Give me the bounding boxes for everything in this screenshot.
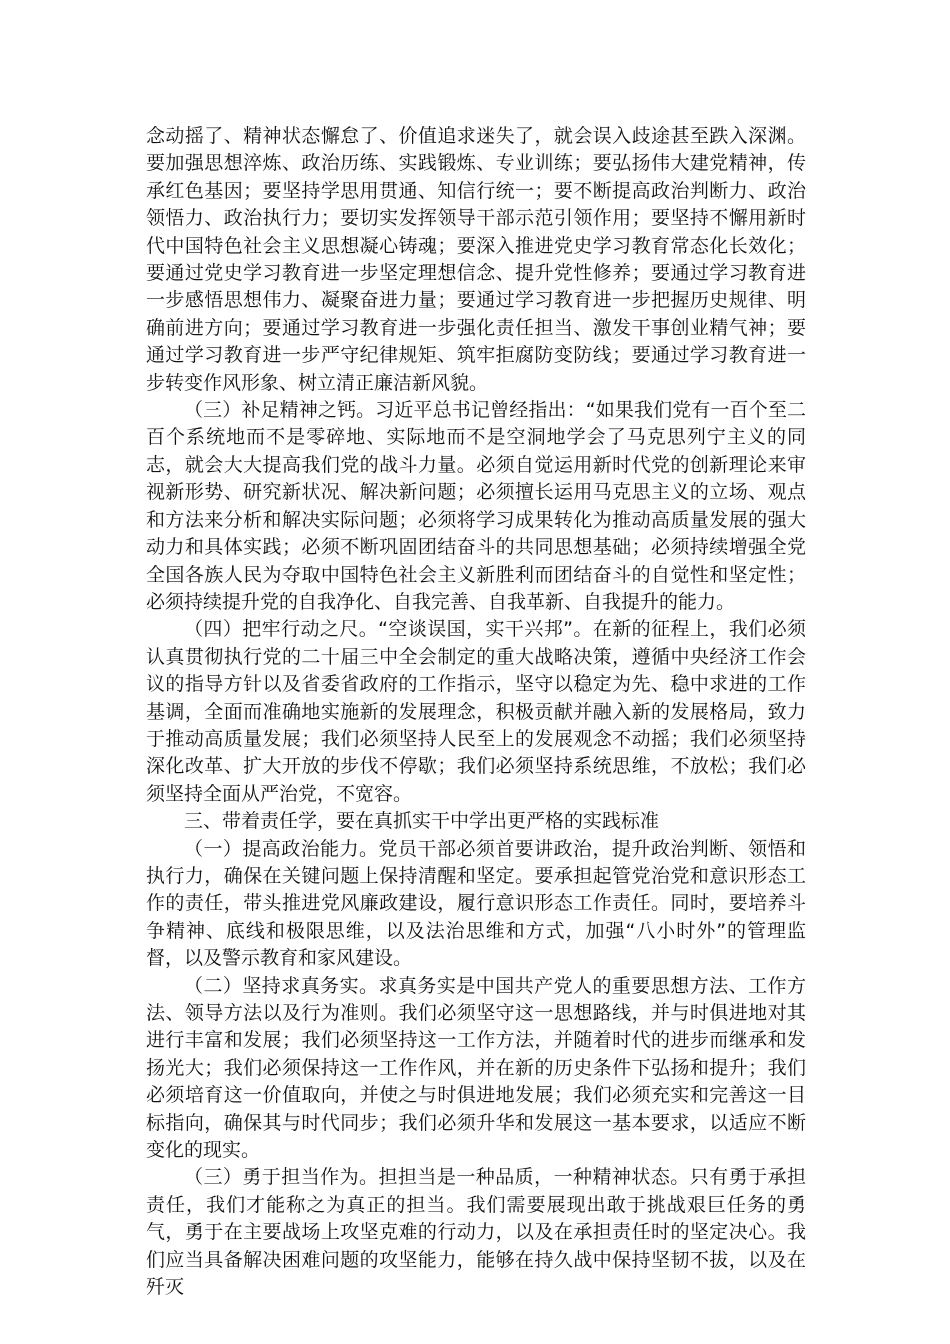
paragraph-section-3-3: （三）勇于担当作为。担担当是一种品质，一种精神状态。只有勇于承担责任，我们才能称之为真正的担当。我们需要展现出敢于挑战艰巨任务的勇气，勇于在主要战场上攻坚克难的行动力，以及在承担责任时的坚定决心。我们应当具备解决困难问题的攻坚能力，能够在持久战中保持坚韧不拔，以及在歼灭 — [146, 1166, 806, 1299]
section-heading-3: 三、带着责任学，要在真抓实干中学出更严格的实践标准 — [184, 810, 660, 833]
paragraph-continuation: 念动摇了、精神状态懈怠了、价值追求迷失了，就会误入歧途甚至跌入深渊。要加强思想淬炼、政治历练、实践锻炼、专业训练；要弘扬伟大建党精神，传承红色基因；要坚持学思用贯通、知信行统一；要不断提高政治判断力、政治领悟力、政治执行力；要切实发挥领导干部示范引领作用；要坚持不懈用新时代中国特色社会主义思想凝心铸魂；要深入推进党史学习教育常态化长效化；要通过党史学习教育进一步坚定理想信念、提升党性修养；要通过学习教育进一步感悟思想伟力、凝聚奋进力量；要通过学习教育进一步把握历史规律、明确前进方向；要通过学习教育进一步强化责任担当、激发干事创业精气神；要通过学习教育进一步严守纪律规矩、筑牢拒腐防变防线；要通过学习教育进一步转变作风形象、树立清正廉洁新风貌。 — [146, 125, 806, 394]
paragraph-section-2-4: （四）把牢行动之尺。“空谈误国，实干兴邦”。在新的征程上，我们必须认真贯彻执行党的二十届三中全会制定的重大战略决策，遵循中央经济工作会议的指导方针以及省委省政府的工作指示，坚守以稳定为先、稳中求进的工作基调，全面而准确地实施新的发展理念，积极贡献并融入新的发展格局，致力于推动高质量发展；我们必须坚持人民至上的发展观念不动摇；我们必须坚持深化改革、扩大开放的步伐不停歇；我们必须坚持系统思维，不放松；我们必须坚持全面从严治党，不宽容。 — [146, 618, 806, 805]
paragraph-section-3-1: （一）提高政治能力。党员干部必须首要讲政治，提升政治判断、领悟和执行力，确保在关键问题上保持清醒和坚定。要承担起管党治党和意识形态工作的责任，带头推进党风廉政建设，履行意识形态工作责任。同时，要培养斗争精神、底线和极限思维，以及法治思维和方式，加强“八小时外”的管理监督，以及警示教育和家风建设。 — [146, 837, 806, 970]
document-page — [146, 123, 806, 1301]
paragraph-section-2-3: （三）补足精神之钙。习近平总书记曾经指出：“如果我们党有一百个至二百个系统地而不是零碎地、实际地而不是空洞地学会了马克思列宁主义的同志，就会大大提高我们党的战斗力量。必须自觉运用新时代党的创新理论来审视新形势、研究新状况、解决新问题；必须擅长运用马克思主义的立场、观点和方法来分析和解决实际问题；必须将学习成果转化为推动高质量发展的强大动力和具体实践；必须不断巩固团结奋斗的共同思想基础；必须持续增强全党全国各族人民为夺取中国特色社会主义新胜利而团结奋斗的自觉性和坚定性；必须持续提升党的自我净化、自我完善、自我革新、自我提升的能力。 — [146, 399, 806, 613]
paragraph-section-3-2: （二）坚持求真务实。求真务实是中国共产党人的重要思想方法、工作方法、领导方法以及行为准则。我们必须坚守这一思想路线，并与时俱进地对其进行丰富和发展；我们必须坚持这一工作方法，并随着时代的进步而继承和发扬光大；我们必须保持这一工作作风，并在新的历史条件下弘扬和提升；我们必须培育这一价值取向，并使之与时俱进地发展；我们必须充实和完善这一目标指向，确保其与时代同步；我们必须升华和发展这一基本要求，以适应不断变化的现实。 — [146, 974, 806, 1162]
